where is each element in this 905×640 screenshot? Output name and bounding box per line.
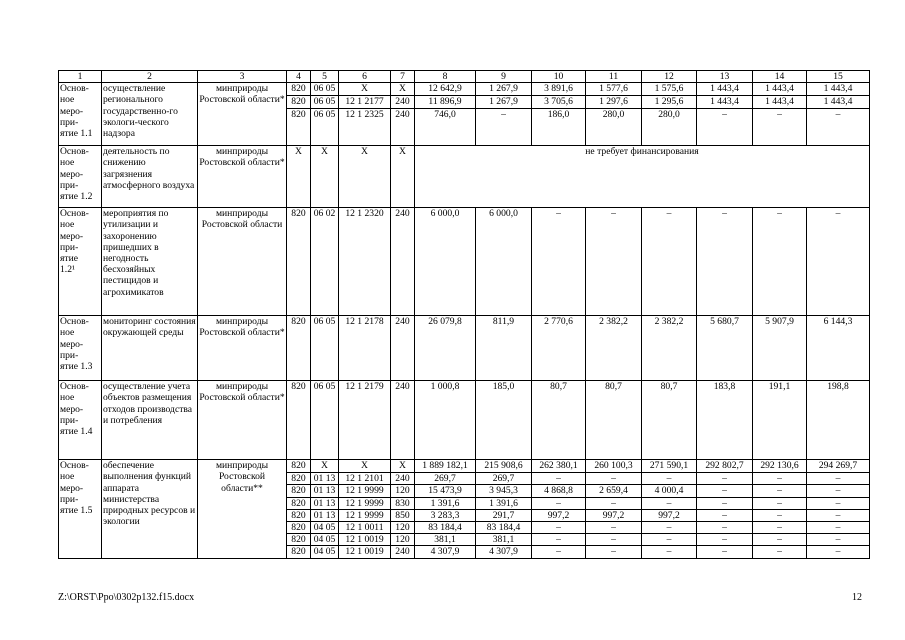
amount-cell: – (586, 473, 642, 485)
budget-code-cell: Х (339, 146, 391, 208)
table-row (59, 460, 870, 473)
amount-cell: – (586, 534, 642, 546)
column-header: 6 (339, 71, 391, 83)
amount-cell: 746,0 (415, 109, 476, 146)
amount-cell: – (532, 208, 586, 316)
amount-cell: 6 144,3 (807, 316, 870, 381)
amount-cell: – (642, 522, 697, 534)
column-header: 2 (102, 71, 198, 83)
amount-cell: 997,2 (532, 509, 586, 521)
amount-cell: – (753, 534, 807, 546)
page-number: 12 (852, 592, 862, 603)
amount-cell: 4 307,9 (415, 546, 476, 558)
amount-cell: – (697, 473, 753, 485)
amount-cell: 4 868,8 (532, 485, 586, 497)
amount-cell: 2 382,2 (642, 316, 697, 381)
amount-cell: 80,7 (642, 381, 697, 460)
amount-cell: 198,8 (807, 381, 870, 460)
budget-code-cell: 06 05 (311, 109, 339, 146)
column-header: 13 (697, 71, 753, 83)
column-header: 3 (198, 71, 287, 83)
amount-cell: 1 000,8 (415, 381, 476, 460)
amount-cell: 2 770,6 (532, 316, 586, 381)
amount-cell: – (697, 208, 753, 316)
budget-code-cell: 06 05 (311, 83, 339, 96)
amount-cell: – (807, 534, 870, 546)
amount-cell: 5 680,7 (697, 316, 753, 381)
activity-description: осуществление учета объектов размещения отходов производства и потребления (102, 381, 198, 460)
amount-cell: – (697, 109, 753, 146)
budget-code-cell: 12 1 0011 (339, 522, 391, 534)
amount-cell: – (642, 473, 697, 485)
table-row (59, 208, 870, 316)
budget-code-cell: 12 1 0019 (339, 546, 391, 558)
budget-code-cell: 820 (287, 522, 311, 534)
footer-file-path: Z:\ORST\Ppo\0302p132.f15.docx (58, 592, 195, 603)
budget-code-cell: 12 1 9999 (339, 509, 391, 521)
executor: минприроды Ростовской области** (198, 460, 287, 558)
activity-name: Основ- ное меро- при- ятие 1.4 (59, 381, 102, 460)
amount-cell: – (642, 546, 697, 558)
budget-code-cell: 820 (287, 509, 311, 521)
amount-cell: 292 130,6 (753, 460, 807, 473)
amount-cell: 1 267,9 (476, 96, 532, 109)
activity-description: мониторинг состояния окружающей среды (102, 316, 198, 381)
budget-code-cell: 830 (391, 497, 415, 509)
budget-code-cell: 820 (287, 109, 311, 146)
budget-code-cell: 820 (287, 83, 311, 96)
amount-cell: 2 382,2 (586, 316, 642, 381)
amount-cell: – (753, 497, 807, 509)
budget-code-cell: 06 05 (311, 96, 339, 109)
amount-cell: 1 443,4 (807, 83, 870, 96)
amount-cell: – (532, 473, 586, 485)
amount-cell: – (753, 485, 807, 497)
amount-cell: 11 896,9 (415, 96, 476, 109)
activity-description: мероприятия по утилизации и захоронению пришедших в негодность бесхозяйных пестицидов и агрохимикатов (102, 208, 198, 316)
amount-cell: 191,1 (753, 381, 807, 460)
budget-code-cell: 820 (287, 473, 311, 485)
budget-code-cell: 820 (287, 381, 311, 460)
amount-cell: 215 908,6 (476, 460, 532, 473)
budget-code-cell: 12 1 2178 (339, 316, 391, 381)
budget-code-cell: 120 (391, 522, 415, 534)
amount-cell: 381,1 (415, 534, 476, 546)
budget-code-cell: Х (391, 460, 415, 473)
budget-code-cell: 240 (391, 381, 415, 460)
amount-cell: – (753, 509, 807, 521)
amount-cell: – (807, 485, 870, 497)
amount-cell: 1 443,4 (697, 96, 753, 109)
budget-code-cell: 240 (391, 473, 415, 485)
budget-code-cell: 12 1 0019 (339, 534, 391, 546)
amount-cell: – (642, 534, 697, 546)
budget-code-cell: 01 13 (311, 509, 339, 521)
budget-code-cell: 120 (391, 534, 415, 546)
activity-description: обеспечение выполнения функций аппарата министерства природных ресурсов и экологии (102, 460, 198, 558)
amount-cell: 3 945,3 (476, 485, 532, 497)
amount-cell: 1 577,6 (586, 83, 642, 96)
amount-cell: – (753, 546, 807, 558)
amount-cell: – (697, 497, 753, 509)
activity-name: Основ- ное меро- при- ятие 1.2¹ (59, 208, 102, 316)
budget-code-cell: 01 13 (311, 497, 339, 509)
table-row (59, 381, 870, 460)
amount-cell: – (642, 497, 697, 509)
budget-code-cell: 12 1 9999 (339, 497, 391, 509)
amount-cell: 185,0 (476, 381, 532, 460)
amount-cell: – (753, 208, 807, 316)
amount-cell: 997,2 (642, 509, 697, 521)
budget-code-cell: 820 (287, 96, 311, 109)
budget-code-cell: Х (339, 83, 391, 96)
budget-code-cell: 12 1 2325 (339, 109, 391, 146)
amount-cell: 12 642,9 (415, 83, 476, 96)
budget-code-cell: 04 05 (311, 522, 339, 534)
amount-cell: – (697, 509, 753, 521)
column-header: 5 (311, 71, 339, 83)
amount-cell: – (697, 534, 753, 546)
amount-cell: 26 079,8 (415, 316, 476, 381)
amount-cell: – (532, 497, 586, 509)
amount-cell: 186,0 (532, 109, 586, 146)
activity-name: Основ- ное меро- при- ятие 1.2 (59, 146, 102, 208)
amount-cell: 83 184,4 (476, 522, 532, 534)
budget-code-cell: 04 05 (311, 534, 339, 546)
budget-code-cell: Х (311, 460, 339, 473)
amount-cell: 294 269,7 (807, 460, 870, 473)
amount-cell: – (697, 485, 753, 497)
amount-cell: 1 889 182,1 (415, 460, 476, 473)
amount-cell: – (476, 109, 532, 146)
amount-cell: 1 391,6 (415, 497, 476, 509)
amount-cell: 269,7 (415, 473, 476, 485)
amount-cell: 1 267,9 (476, 83, 532, 96)
amount-cell: – (697, 522, 753, 534)
amount-cell: 280,0 (586, 109, 642, 146)
amount-cell: – (753, 473, 807, 485)
amount-cell: – (807, 208, 870, 316)
budget-code-cell: 12 1 2101 (339, 473, 391, 485)
amount-cell: – (807, 509, 870, 521)
budget-code-cell: 06 02 (311, 208, 339, 316)
amount-cell: 1 443,4 (807, 96, 870, 109)
amount-cell: 271 590,1 (642, 460, 697, 473)
amount-cell: 260 100,3 (586, 460, 642, 473)
table-row (59, 83, 870, 96)
budget-code-cell: 820 (287, 316, 311, 381)
budget-code-cell: 820 (287, 208, 311, 316)
amount-cell: 381,1 (476, 534, 532, 546)
budget-code-cell: 820 (287, 497, 311, 509)
budget-code-cell: Х (391, 146, 415, 208)
table-row (59, 146, 870, 208)
amount-cell: – (586, 546, 642, 558)
budget-code-cell: 240 (391, 546, 415, 558)
table-row (59, 316, 870, 381)
column-header: 8 (415, 71, 476, 83)
amount-cell: 3 283,3 (415, 509, 476, 521)
amount-cell: – (532, 546, 586, 558)
budget-code-cell: Х (287, 146, 311, 208)
column-header: 7 (391, 71, 415, 83)
amount-cell: 183,8 (697, 381, 753, 460)
amount-cell: 1 443,4 (697, 83, 753, 96)
amount-cell: 1 443,4 (753, 96, 807, 109)
budget-code-cell: Х (311, 146, 339, 208)
budget-code-cell: 12 1 2320 (339, 208, 391, 316)
activity-description: осуществление регионального государственно-го экологи-ческого надзора (102, 83, 198, 146)
budget-code-cell: 850 (391, 509, 415, 521)
amount-cell: – (532, 522, 586, 534)
budget-code-cell: 01 13 (311, 473, 339, 485)
amount-cell: 1 443,4 (753, 83, 807, 96)
amount-cell: 1 297,6 (586, 96, 642, 109)
amount-cell: 80,7 (586, 381, 642, 460)
amount-cell: 6 000,0 (415, 208, 476, 316)
no-funding-note: не требует финансирования (415, 146, 870, 208)
activity-name: Основ- ное меро- при- ятие 1.5 (59, 460, 102, 558)
amount-cell: 291,7 (476, 509, 532, 521)
header-row (59, 71, 870, 83)
budget-code-cell: 820 (287, 485, 311, 497)
executor: минприроды Ростовской области (198, 208, 287, 316)
amount-cell: 3 705,6 (532, 96, 586, 109)
amount-cell: 262 380,1 (532, 460, 586, 473)
budget-code-cell: 120 (391, 485, 415, 497)
budget-code-cell: Х (339, 460, 391, 473)
amount-cell: – (753, 109, 807, 146)
column-header: 12 (642, 71, 697, 83)
amount-cell: 1 391,6 (476, 497, 532, 509)
amount-cell: 1 295,6 (642, 96, 697, 109)
amount-cell: 4 307,9 (476, 546, 532, 558)
amount-cell: 83 184,4 (415, 522, 476, 534)
amount-cell: – (807, 473, 870, 485)
column-header: 1 (59, 71, 102, 83)
budget-code-cell: 12 1 2179 (339, 381, 391, 460)
budget-code-cell: 06 05 (311, 381, 339, 460)
amount-cell: – (532, 534, 586, 546)
amount-cell: – (586, 522, 642, 534)
amount-cell: – (807, 546, 870, 558)
amount-cell: 80,7 (532, 381, 586, 460)
amount-cell: 1 575,6 (642, 83, 697, 96)
amount-cell: 4 000,4 (642, 485, 697, 497)
column-header: 14 (753, 71, 807, 83)
budget-code-cell: 240 (391, 208, 415, 316)
amount-cell: – (807, 522, 870, 534)
budget-code-cell: 06 05 (311, 316, 339, 381)
amount-cell: 269,7 (476, 473, 532, 485)
amount-cell: – (807, 109, 870, 146)
column-header: 9 (476, 71, 532, 83)
budget-table (58, 70, 870, 559)
amount-cell: 3 891,6 (532, 83, 586, 96)
column-header: 15 (807, 71, 870, 83)
budget-code-cell: 240 (391, 316, 415, 381)
amount-cell: 811,9 (476, 316, 532, 381)
amount-cell: 6 000,0 (476, 208, 532, 316)
budget-code-cell: 01 13 (311, 485, 339, 497)
column-header: 4 (287, 71, 311, 83)
amount-cell: 280,0 (642, 109, 697, 146)
budget-code-cell: 240 (391, 109, 415, 146)
column-header: 11 (586, 71, 642, 83)
amount-cell: – (753, 522, 807, 534)
executor: минприроды Ростовской области* (198, 316, 287, 381)
amount-cell: – (807, 497, 870, 509)
executor: минприроды Ростовской области* (198, 381, 287, 460)
amount-cell: – (642, 208, 697, 316)
executor: минприроды Ростовской области* (198, 146, 287, 208)
budget-code-cell: 12 1 2177 (339, 96, 391, 109)
column-header: 10 (532, 71, 586, 83)
budget-code-cell: 820 (287, 546, 311, 558)
budget-code-cell: 820 (287, 460, 311, 473)
amount-cell: – (697, 546, 753, 558)
budget-code-cell: 240 (391, 96, 415, 109)
activity-name: Основ- ное меро- при- ятие 1.3 (59, 316, 102, 381)
amount-cell: 15 473,9 (415, 485, 476, 497)
activity-description: деятельность по снижению загрязнения атмосферного воздуха (102, 146, 198, 208)
activity-name: Основ- ное меро- при- ятие 1.1 (59, 83, 102, 146)
amount-cell: 5 907,9 (753, 316, 807, 381)
amount-cell: – (586, 497, 642, 509)
amount-cell: – (586, 208, 642, 316)
budget-code-cell: 12 1 9999 (339, 485, 391, 497)
budget-code-cell: 04 05 (311, 546, 339, 558)
amount-cell: 292 802,7 (697, 460, 753, 473)
executor: минприроды Ростовской области* (198, 83, 287, 146)
budget-code-cell: Х (391, 83, 415, 96)
amount-cell: 997,2 (586, 509, 642, 521)
amount-cell: 2 659,4 (586, 485, 642, 497)
budget-code-cell: 820 (287, 534, 311, 546)
